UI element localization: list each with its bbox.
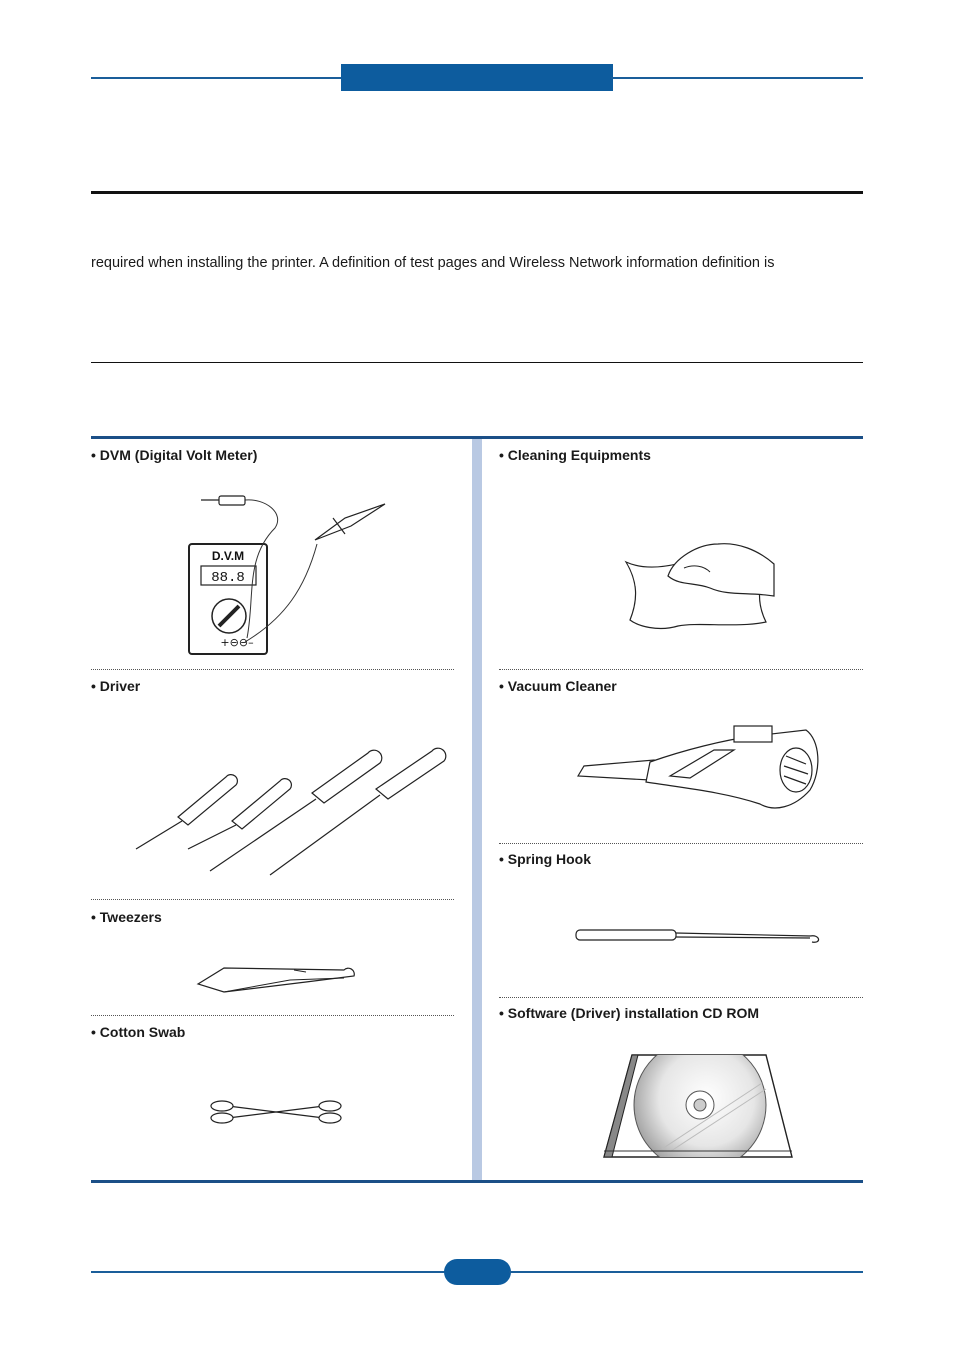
tool-label-driver: • Driver <box>91 678 141 694</box>
tool-label-cleaning: • Cleaning Equipments <box>499 447 651 463</box>
tweezers-icon <box>194 960 362 1000</box>
tool-separator <box>91 899 454 900</box>
tool-separator <box>91 669 454 670</box>
page-number-badge <box>444 1259 511 1285</box>
tools-column-divider <box>472 439 482 1180</box>
dvm-terminals: +⊖⊖– <box>220 636 254 649</box>
tool-label-tweezers: • Tweezers <box>91 909 162 925</box>
footer-rule-left <box>91 1271 446 1273</box>
tool-separator <box>499 997 863 998</box>
tool-separator <box>91 1015 454 1016</box>
tool-label-dvm: • DVM (Digital Volt Meter) <box>91 447 258 463</box>
dvm-icon <box>185 488 395 660</box>
tool-label-cd-rom: • Software (Driver) installation CD ROM <box>499 1005 760 1021</box>
tool-separator <box>499 669 863 670</box>
vacuum-cleaner-icon <box>574 720 824 812</box>
subsection-rule <box>91 362 863 363</box>
tool-label-vacuum: • Vacuum Cleaner <box>499 678 617 694</box>
header-rule-left <box>91 77 343 79</box>
dvm-brand-label: D.V.M <box>211 549 245 563</box>
tool-label-cotton-swab: • Cotton Swab <box>91 1024 186 1040</box>
section-rule <box>91 191 863 194</box>
tool-label-spring-hook: • Spring Hook <box>499 851 592 867</box>
cd-rom-icon <box>602 1053 796 1163</box>
body-text: required when installing the printer. A definition of test pages and Wireless Network information definition is <box>91 255 775 271</box>
cleaning-cloth-icon <box>618 536 778 632</box>
header-tab <box>341 64 613 91</box>
tools-table-bottom-rule <box>91 1180 863 1183</box>
cotton-swab-icon <box>208 1096 344 1128</box>
screwdriver-icon <box>130 745 450 880</box>
header-rule-right <box>611 77 863 79</box>
spring-hook-icon <box>574 924 824 948</box>
footer-rule-right <box>509 1271 863 1273</box>
dvm-reading: 88.8 <box>211 570 245 586</box>
tool-separator <box>499 843 863 844</box>
